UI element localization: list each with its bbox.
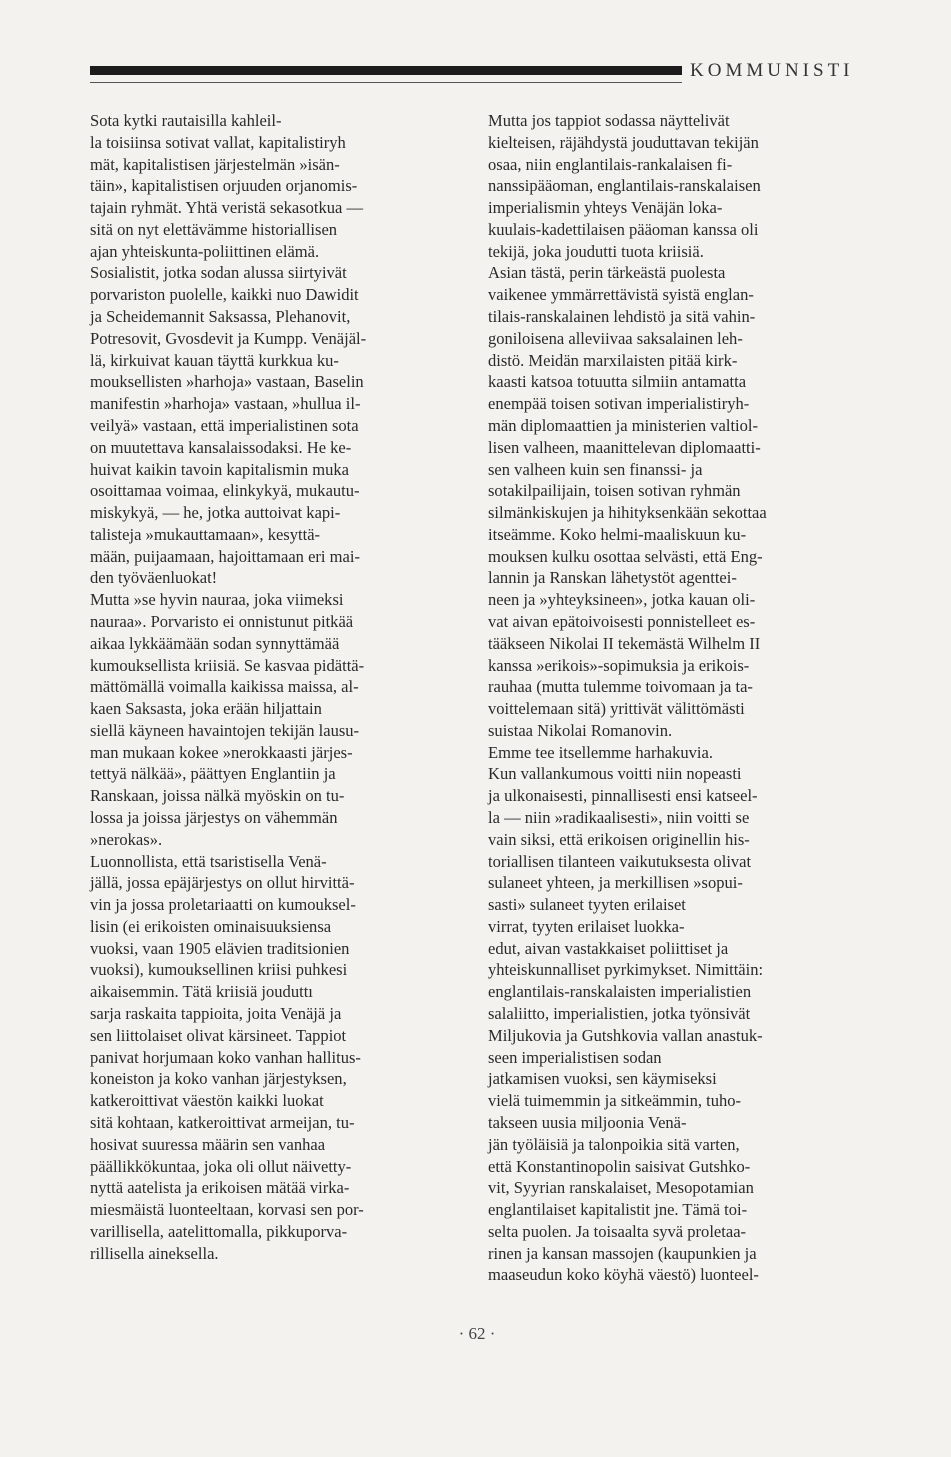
- text-line: Mutta »se hyvin nauraa, joka viimeksi: [90, 590, 344, 610]
- text-line: Luonnollista, että tsaristisella Venä-: [90, 851, 327, 871]
- text-line: män diplomaattien ja ministerien valtiol-: [488, 415, 759, 435]
- text-line: miesmäistä luonteeltaan, korvasi sen por-: [90, 1200, 364, 1220]
- text-line: ja Scheidemannit Saksassa, Plehanovit,: [90, 307, 351, 327]
- text-line: Kun vallankumous voitti niin nopeasti: [488, 764, 742, 784]
- text-line: veilyä» vastaan, että imperialistinen sota: [90, 415, 359, 435]
- text-line: virrat, tyyten erilaiset luokka-: [488, 916, 685, 936]
- text-line: jatkamisen vuoksi, sen käymiseksi: [488, 1069, 717, 1089]
- text-line: huivat kaikin tavoin kapitalismin muka: [90, 459, 350, 479]
- text-line: sarja raskaita tappioita, joita Venäjä ja: [90, 1004, 342, 1024]
- header-thin-rule: [90, 82, 682, 83]
- text-line: tajain ryhmät. Yhtä veristä sekasotkua —: [90, 198, 364, 218]
- text-line: enempää toisen sotivan imperialistiryh-: [488, 394, 750, 414]
- text-line: vat aivan epätoivoisesti ponnistelleet es-: [488, 611, 756, 631]
- text-line: jän työläisiä ja talonpoikia sitä varten,: [488, 1134, 740, 1154]
- text-line: tekijä, joka joudutti tuota kriisiä.: [488, 241, 704, 261]
- text-line: neen ja »yhteyksineen», jotka kauan oli-: [488, 590, 756, 610]
- text-line: Emme tee itsellemme harhakuvia.: [488, 742, 713, 762]
- text-line: »nerokas».: [90, 829, 163, 849]
- text-line: englantilais-ranskalaisten imperialistien: [488, 982, 752, 1002]
- text-line: aikaa lykkäämään sodan synnyttämää: [90, 633, 340, 653]
- text-line: kanssa »erikois»-sopimuksia ja erikois-: [488, 655, 750, 675]
- text-line: sen valheen kuin sen finanssi- ja: [488, 459, 703, 479]
- text-line: la — niin »radikaalisesti», niin voitti se: [488, 808, 750, 827]
- text-line: hosivat suuressa määrin sen vanhaa: [90, 1134, 326, 1154]
- text-line: Asian tästä, perin tärkeästä puolesta: [488, 263, 726, 283]
- text-line: goniloisena alleviivaa saksalainen leh-: [488, 328, 743, 348]
- text-line: panivat horjumaan koko vanhan hallitus-: [90, 1047, 361, 1067]
- text-line: silmänkiskujen ja hihityksenkään sekottaa: [488, 503, 767, 523]
- text-line: vielä tuimemmin ja sitkeämmin, tuho-: [488, 1091, 742, 1111]
- text-line: lä, kirkuivat kauan täyttä kurkkua ku-: [90, 350, 339, 370]
- text-line: osaa, niin englantilais-rankalaisen fi-: [488, 154, 733, 174]
- text-line: kaasti katsoa totuutta silmiin antamatta: [488, 372, 747, 392]
- text-line: sitä kohtaan, katkeroittivat armeijan, tu-: [90, 1112, 355, 1132]
- text-line: vuoksi, vaan 1905 elävien traditsionien: [90, 938, 350, 958]
- text-line: kumouksellista kriisiä. Se kasvaa pidättä-: [90, 655, 365, 675]
- text-line: sitä on nyt elettävämme historiallisen: [90, 219, 338, 239]
- text-line: Potresovit, Gvosdevit ja Kumpp. Venäjäl-: [90, 328, 367, 348]
- text-line: mättömällä voimalla kaikissa maissa, al-: [90, 677, 359, 697]
- text-line: sotakilpailijain, toisen sotivan ryhmän: [488, 481, 741, 501]
- page-number: · 62 ·: [458, 1324, 496, 1343]
- text-line: imperialismin yhteys Venäjän loka-: [488, 198, 723, 218]
- text-line: vit, Syyrian ranskalaiset, Mesopotamian: [488, 1178, 754, 1198]
- text-line: aikaisemmin. Tätä kriisiä jouduttı: [90, 982, 313, 1002]
- text-line: miskykyä, — he, jotka auttoivat kapi-: [90, 503, 341, 523]
- text-line: manifestin »harhoja» vastaan, »hullua il-: [90, 394, 361, 414]
- text-line: tettyä nälkää», päättyen Englantiin ja: [90, 764, 336, 784]
- text-line: ja ulkonaisesti, pinnallisesti ensi katseel-: [488, 786, 758, 806]
- text-line: selta puolen. Ja toisaalta syvä proletaa-: [488, 1221, 747, 1241]
- text-line: jällä, jossa epäjärjestys on ollut hirvittä-: [90, 873, 355, 893]
- text-line: englantilaiset kapitalistit jne. Tämä toi-: [488, 1200, 748, 1220]
- text-line: on muutettava kansalaissodaksi. He ke-: [90, 437, 352, 457]
- text-line: täin», kapitalistisen orjuuden orjanomis-: [90, 176, 358, 196]
- text-line: lisen valheen, maanittelevan diplomaatti-: [488, 437, 761, 457]
- text-line: maaseudun koko köyhä väestö) luonteel-: [488, 1265, 759, 1285]
- text-line: vuoksi), kumouksellinen kriisi puhkesi: [90, 960, 348, 980]
- text-line: sulaneet yhteen, ja merkillisen »sopui-: [488, 873, 743, 893]
- text-line: mät, kapitalistisen järjestelmän »isän-: [90, 154, 340, 174]
- text-line: suistaa Nikolai Romanovin.: [488, 720, 673, 740]
- text-line: Mutta jos tappiot sodassa näyttelivät: [488, 111, 730, 130]
- text-line: lannin ja Ranskan lähetystöt agenttei-: [488, 568, 737, 588]
- text-line: voittelemaan sitä) yrittivät välittömästi: [488, 699, 745, 719]
- text-line: Miljukovia ja Gutshkovia vallan anastuk-: [488, 1025, 763, 1045]
- text-line: lisin (ei erikoisten ominaisuuksiensa: [90, 916, 332, 936]
- text-line: mouksen kulku osottaa selvästi, että Eng-: [488, 546, 763, 566]
- text-line: nyttä aatelista ja erikoisen mätää virka-: [90, 1178, 350, 1198]
- left-column: [90, 110, 470, 1264]
- text-line: la toisiinsa sotivat vallat, kapitalistiryh: [90, 132, 346, 152]
- text-line: kaen Saksasta, joka erään hiljattain: [90, 699, 322, 719]
- text-line: päällikkökuntaa, joka oli ollut näivetty-: [90, 1156, 352, 1176]
- text-line: osoittamaa voimaa, elinkykyä, mukautu-: [90, 481, 360, 501]
- text-line: tilais-ranskalainen lehdistö ja sitä vahin-: [488, 307, 756, 327]
- text-line: mouksellisten »harhoja» vastaan, Baselin: [90, 372, 364, 392]
- text-line: nauraa». Porvaristo ei onnistunut pitkää: [90, 611, 354, 631]
- text-line: sen liittolaiset olivat kärsineet. Tappiot: [90, 1025, 347, 1045]
- text-line: koneiston ja koko vanhan järjestyksen,: [90, 1069, 347, 1089]
- text-line: Ranskaan, joissa nälkä myöskin on tu-: [90, 786, 345, 806]
- text-line: vaikenee ymmärrettävistä syistä englan-: [488, 285, 754, 305]
- text-line: itseämme. Koko helmi-maaliskuun ku-: [488, 524, 747, 544]
- text-line: rillisella aineksella.: [90, 1243, 219, 1263]
- header-rule: [90, 66, 682, 75]
- text-line: kuulais-kadettilaisen pääoman kanssa oli: [488, 219, 759, 239]
- text-line: yhteiskunnalliset pyrkimykset. Nimittäin:: [488, 960, 764, 980]
- text-line: lossa ja joissa järjestys on vähemmän: [90, 808, 338, 827]
- text-line: Sosialistit, jotka sodan alussa siirtyivät: [90, 263, 347, 283]
- text-line: kielteisen, räjähdystä jouduttavan tekijän: [488, 132, 759, 152]
- text-line: Sota kytki rautaisilla kahleil-: [90, 111, 282, 130]
- running-title: KOMMUNISTI: [690, 60, 854, 81]
- text-line: porvariston puolelle, kaikki nuo Dawidit: [90, 285, 359, 305]
- text-line: salaliitto, imperialistien, jotka työnsivät: [488, 1004, 751, 1024]
- text-line: sasti» sulaneet tyyten erilaiset: [488, 895, 686, 915]
- text-line: toriallisen tilanteen vaikutuksesta olivat: [488, 851, 752, 871]
- text-line: takseen uusia miljoonia Venä-: [488, 1112, 687, 1132]
- text-line: rinen ja kansan massojen (kaupunkien ja: [488, 1243, 757, 1263]
- text-line: katkeroittivat väestön kaikki luokat: [90, 1091, 324, 1111]
- text-line: vin ja jossa proletariaatti on kumouksel-: [90, 895, 356, 915]
- text-line: että Konstantinopolin saisivat Gutshko-: [488, 1156, 751, 1176]
- text-line: distö. Meidän marxilaisten pitää kirk-: [488, 350, 738, 370]
- text-line: siellä käyneen havaintojen tekijän lausu-: [90, 720, 360, 740]
- text-line: edut, aivan vastakkaiset poliittiset ja: [488, 938, 729, 958]
- text-line: rauhaa (mutta tulemme toivomaan ja ta-: [488, 677, 753, 697]
- text-line: vain siksi, että erikoisen originellin his-: [488, 829, 750, 849]
- text-line: ajan yhteiskunta-poliittinen elämä.: [90, 241, 320, 261]
- text-line: varillisella, aatelittomalla, pikkuporva-: [90, 1221, 348, 1241]
- text-line: tääkseen Nikolai II tekemästä Wilhelm II: [488, 633, 761, 653]
- text-line: den työväenluokat!: [90, 568, 218, 588]
- text-line: man mukaan kokee »nerokkaasti järjes-: [90, 742, 353, 762]
- text-line: seen imperialistisen sodan: [488, 1047, 662, 1067]
- text-line: nanssipääoman, englantilais-ranskalaisen: [488, 176, 761, 196]
- right-column: [488, 110, 868, 1286]
- text-line: mään, puijaamaan, hajoittamaan eri mai-: [90, 546, 360, 566]
- text-line: talisteja »mukauttamaan», kesyttä-: [90, 524, 321, 544]
